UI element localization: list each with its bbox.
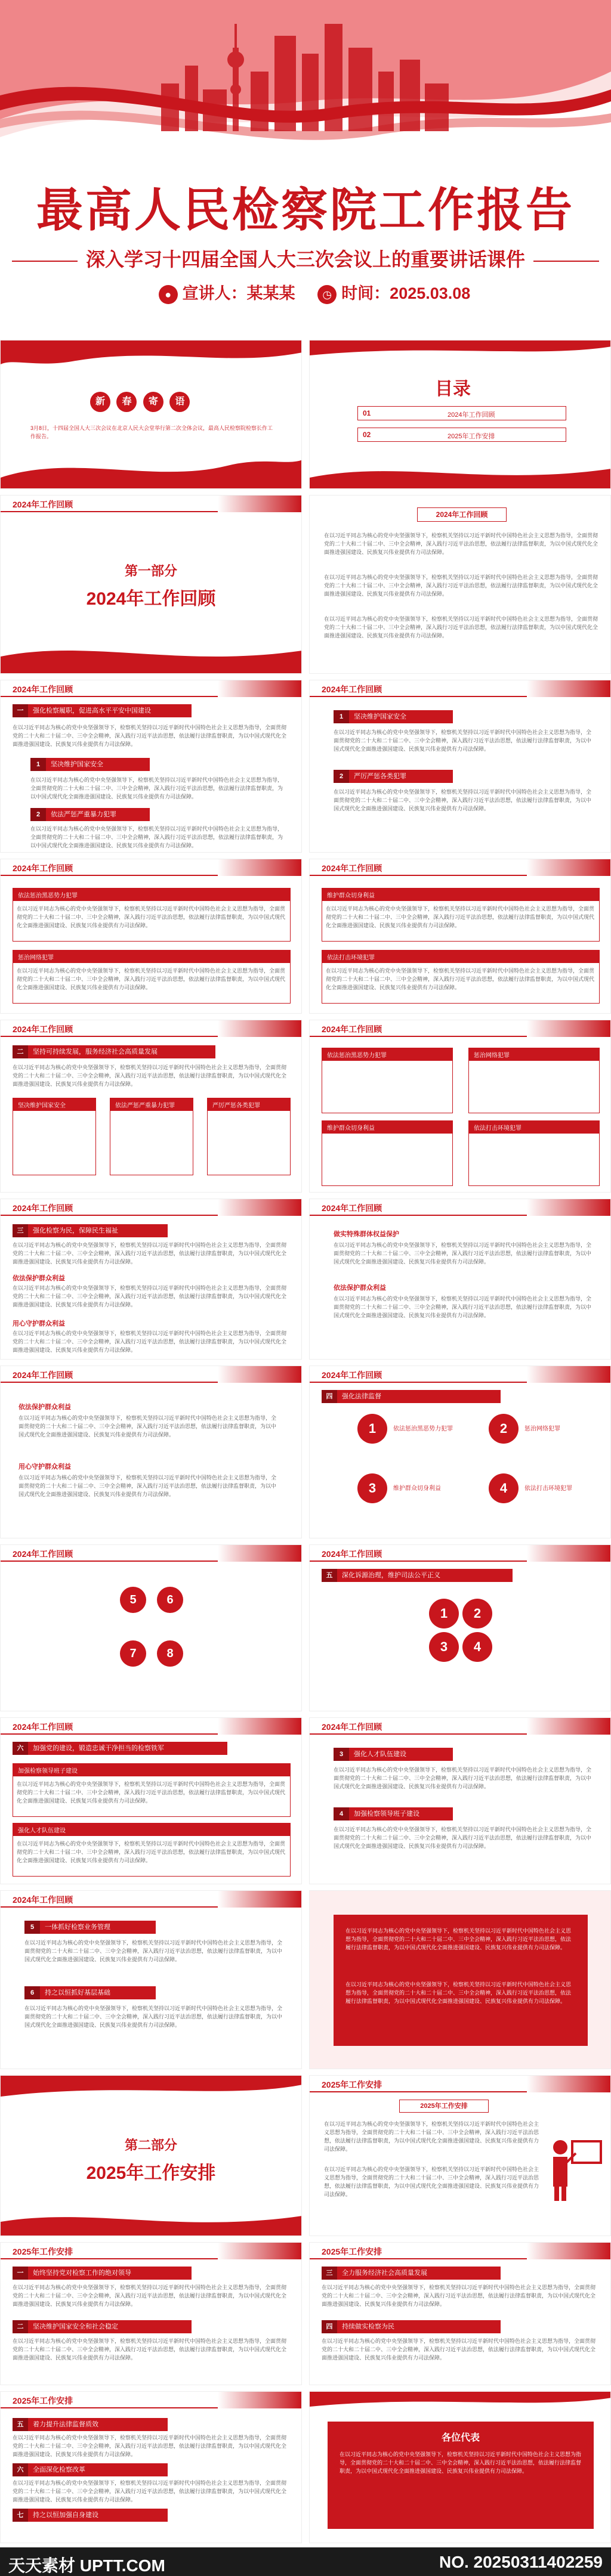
slide-wave-decoration: [1, 2207, 302, 2236]
slide-tag: 2024年工作回顾: [322, 1549, 382, 1559]
part2-divider-slide: [0, 2075, 302, 2236]
s8-slide: [0, 1890, 302, 2069]
step-circle: 4: [462, 1632, 492, 1662]
box-text: 在以习近平同志为核心的党中央坚强领导下，检察机关坚持以习近平新时代中国特色社会主义思想为指导，全面贯彻党的二十大和二十届二中、三中全会精神，深入践行习近平法治思想，依法履行法律监督职责，为以中国式现代化全面推进强国建设、民族复兴伟业提供有力司法保障。: [17, 968, 286, 990]
quote-text-2: 在以习近平同志为核心的党中央坚强领导下，检察机关坚持以习近平新时代中国特色社会主义思想为指导，全面贯彻党的二十大和二十届二中、三中全会精神，深入践行习近平法治思想，依法履行法律监督职责，为以中国式现代化全面推进强国建设、民族复兴伟业提供有力司法保障。: [345, 1981, 572, 2004]
slide-header: [310, 2076, 610, 2092]
slide-tag: 2025年工作安排: [13, 2247, 73, 2256]
section-bar: 四 强化法律监督: [322, 1390, 501, 1403]
presenter-icon: [548, 2135, 602, 2201]
slide-header: [1, 1366, 301, 1383]
section-title: 强化法律监督: [342, 1393, 381, 1400]
card: [468, 1048, 600, 1113]
box-title: 惩治网络犯罪: [13, 950, 290, 963]
header-ribbon: [218, 1020, 301, 1037]
content-box: [13, 1823, 291, 1877]
box-text: 在以习近平同志为核心的党中央坚强领导下，检察机关坚持以习近平新时代中国特色社会主义思想为指导，全面贯彻党的二十大和二十届二中、三中全会精神，深入践行习近平法治思想，依法履行法律监督职责，为以中国式现代化全面推进强国建设、民族复兴伟业提供有力司法保障。: [326, 906, 595, 928]
slide-tag: 2024年工作回顾: [13, 1722, 73, 1732]
slide-tag: 2025年工作安排: [13, 2396, 73, 2405]
section-text: 在以习近平同志为核心的党中央坚强领导下，检察机关坚持以习近平新时代中国特色社会主义思想为指导，全面贯彻党的二十大和二十届二中、三中全会精神，深入践行习近平法治思想，依法履行法律监督职责，为以中国式现代化全面推进强国建设、民族复兴伟业提供有力司法保障。: [13, 1330, 287, 1353]
section-bar: 1 坚决维护国家安全: [334, 710, 453, 723]
slide-header: [1, 2392, 301, 2408]
header-ribbon: [218, 859, 301, 876]
slide-tag: 2024年工作回顾: [13, 1203, 73, 1213]
header-ribbon: [218, 1891, 301, 1908]
slide-wave-decoration: [310, 2392, 611, 2416]
section-title: 依法严惩严重暴力犯罪: [51, 811, 116, 818]
badge-char: 寄: [143, 392, 163, 412]
step-circle: 2: [489, 1414, 519, 1444]
sub-heading: 依法保护群众利益: [13, 1275, 65, 1282]
section-text: 在以习近平同志为核心的党中央坚强领导下，检察机关坚持以习近平新时代中国特色社会主义思想为指导，全面贯彻党的二十大和二十届二中、三中全会精神，深入践行习近平法治思想，依法履行法律监督职责，为以中国式现代化全面推进强国建设、民族复兴伟业提供有力司法保障。: [13, 2480, 287, 2503]
toc-slide: [309, 340, 611, 489]
sub-heading: 用心守护群众利益: [13, 1320, 65, 1327]
badge-row: [90, 392, 190, 412]
header-ribbon: [218, 2243, 301, 2259]
summary-title: 2025年工作安排: [399, 2100, 489, 2113]
sub-heading: 依法保护群众利益: [18, 1404, 71, 1411]
intro-slide: [0, 340, 302, 489]
section-title: 加强检察领导班子建设: [354, 1810, 419, 1818]
step-circle: 7: [120, 1640, 146, 1667]
s1-slide: [0, 680, 302, 853]
slide-header: [310, 680, 610, 697]
sub-heading: 做实特殊群体权益保护: [334, 1231, 399, 1238]
section-bar: 6 持之以恒抓好基层基础: [24, 1986, 156, 1999]
header-ribbon: [527, 1199, 610, 1216]
slide-header: [1, 1718, 301, 1735]
card-title: 严厉严惩各类犯罪: [208, 1098, 290, 1111]
section-bar: 三 强化检察为民，保障民生福祉: [13, 1224, 168, 1237]
header-ribbon: [527, 1718, 610, 1735]
section-title: 严厉严惩各类犯罪: [354, 773, 406, 780]
cover-slide: [0, 0, 611, 334]
box-text: 在以习近平同志为核心的党中央坚强领导下，检察机关坚持以习近平新时代中国特色社会主义思想为指导，全面贯彻党的二十大和二十届二中、三中全会精神，深入践行习近平法治思想，依法履行法律监督职责，为以中国式现代化全面推进强国建设、民族复兴伟业提供有力司法保障。: [17, 1781, 286, 1804]
section-title: 强化检察履职，促进高水平平安中国建设: [33, 707, 151, 714]
summary-title: 2024年工作回顾: [417, 507, 507, 522]
slide-header: [1, 859, 301, 876]
cover-meta: [0, 280, 611, 304]
s4-slide: [0, 1199, 302, 1360]
step-circle: 4: [489, 1473, 519, 1503]
s2-slide: [0, 859, 302, 1014]
card: [322, 1048, 453, 1113]
slide-wave-decoration: [1, 454, 302, 489]
closing-slide: [309, 2391, 611, 2543]
summary-text-2: 在以习近平同志为核心的党中央坚强领导下，检察机关坚持以习近平新时代中国特色社会主义思想为指导，全面贯彻党的二十大和二十届二中、三中全会精神，深入践行习近平法治思想，依法履行法律监督职责，为以中国式现代化全面推进强国建设、民族复兴伟业提供有力司法保障。: [324, 574, 598, 597]
sub-heading: 用心守护群众利益: [18, 1463, 71, 1470]
section-text: 在以习近平同志为核心的党中央坚强领导下，检察机关坚持以习近平新时代中国特色社会主义思想为指导，全面贯彻党的二十大和二十届二中、三中全会精神，深入践行习近平法治思想，依法履行法律监督职责，为以中国式现代化全面推进强国建设、民族复兴伟业提供有力司法保障。: [13, 2338, 287, 2361]
row-s3: [0, 1020, 611, 1193]
slide-header: [310, 1545, 610, 1562]
date-label: 时间：2025.03.08: [341, 284, 471, 302]
header-ribbon: [218, 1718, 301, 1735]
section-title: 始终坚持党对检察工作的绝对领导: [33, 2270, 131, 2277]
quote-text: 在以习近平同志为核心的党中央坚强领导下，检察机关坚持以习近平新时代中国特色社会主义思想为指导，全面贯彻党的二十大和二十届二中、三中全会精神，深入践行习近平法治思想，依法履行法律监督职责，为以中国式现代化全面推进强国建设、民族复兴伟业提供有力司法保障。: [345, 1928, 572, 1950]
s3-grid-slide: [309, 1020, 611, 1193]
step-circle: 2: [462, 1599, 492, 1628]
section-bar: 一 始终坚持党对检察工作的绝对领导: [13, 2267, 192, 2280]
section-title: 一体抓好检察业务管理: [45, 1924, 110, 1931]
box-text: 在以习近平同志为核心的党中央坚强领导下，检察机关坚持以习近平新时代中国特色社会主义思想为指导，全面贯彻党的二十大和二十届二中、三中全会精神，深入践行习近平法治思想，依法履行法律监督职责，为以中国式现代化全面推进强国建设、民族复兴伟业提供有力司法保障。: [17, 1841, 286, 1863]
clock-icon: ◷: [317, 285, 337, 304]
s2-slide-right: [309, 859, 611, 1014]
box-title: 依法惩治黑恶势力犯罪: [13, 888, 290, 901]
section-text: 在以习近平同志为核心的党中央坚强领导下，检察机关坚持以习近平新时代中国特色社会主义思想为指导，全面贯彻党的二十大和二十届二中、三中全会精神，深入践行习近平法治思想，依法履行法律监督职责，为以中国式现代化全面推进强国建设、民族复兴伟业提供有力司法保障。: [322, 2284, 596, 2307]
box-title: 加强检察领导班子建设: [13, 1764, 290, 1776]
card-title: 依法打击环境犯罪: [469, 1121, 599, 1134]
s8-quote-slide: [309, 1890, 611, 2069]
slide-tag: 2024年工作回顾: [322, 1024, 382, 1034]
card-title: 维护群众切身利益: [322, 1121, 452, 1134]
s7-slide: [0, 1717, 302, 1884]
section-text: 在以习近平同志为核心的党中央坚强领导下，检察机关坚持以习近平新时代中国特色社会主义思想为指导，全面贯彻党的二十大和二十届二中、三中全会精神，深入践行习近平法治思想，依法履行法律监督职责，为以中国式现代化全面推进强国建设、民族复兴伟业提供有力司法保障。: [30, 826, 283, 849]
content-box: [13, 950, 291, 1004]
slide-tag: 2024年工作回顾: [322, 1722, 382, 1732]
row-s2: [0, 859, 611, 1014]
section-text: 在以习近平同志为核心的党中央坚强领导下，检察机关坚持以习近平新时代中国特色社会主义思想为指导，全面贯彻党的二十大和二十届二中、三中全会精神，深入践行习近平法治思想，依法履行法律监督职责，为以中国式现代化全面推进强国建设、民族复兴伟业提供有力司法保障。: [334, 1767, 592, 1789]
row-intro: [0, 340, 611, 489]
speaker-label: 宣讲人：某某某: [182, 284, 295, 302]
row-s1: [0, 680, 611, 853]
section-title: 着力提升法律监督质效: [33, 2421, 98, 2428]
section-text: 在以习近平同志为核心的党中央坚强领导下，检察机关坚持以习近平新时代中国特色社会主义思想为指导，全面贯彻党的二十大和二十届二中、三中全会精神，深入践行习近平法治思想，依法履行法律监督职责，为以中国式现代化全面推进强国建设、民族复兴伟业提供有力司法保障。: [13, 724, 287, 747]
section-bar: 四 持续做实检察为民: [322, 2320, 501, 2333]
watermark-left: 天天素材 UPTT.COM: [8, 2556, 165, 2575]
intro-text: 3月8日，十四届全国人大三次会议在北京人民大会堂举行第二次全体会议，最高人民检察院检察长作工作报告。: [30, 425, 273, 439]
plan-slide-2: [309, 2242, 611, 2385]
section-text: 在以习近平同志为核心的党中央坚强领导下，检察机关坚持以习近平新时代中国特色社会主义思想为指导，全面贯彻党的二十大和二十届二中、三中全会精神，深入践行习近平法治思想，依法履行法律监督职责，为以中国式现代化全面推进强国建设、民族复兴伟业提供有力司法保障。: [13, 1285, 287, 1308]
header-ribbon: [218, 1199, 301, 1216]
slide-wave-decoration: [1, 340, 302, 376]
step-circle: 5: [120, 1587, 146, 1613]
section-bar: 3 强化人才队伍建设: [334, 1748, 453, 1761]
card: [110, 1098, 193, 1175]
closing-panel: [328, 2422, 594, 2529]
row-s4: [0, 1199, 611, 1360]
slide-tag: 2024年工作回顾: [322, 685, 382, 694]
slide-header: [1, 2243, 301, 2259]
section-title: 强化检察为民，保障民生福祉: [33, 1227, 118, 1234]
part1-label: 第一部分: [124, 564, 177, 578]
section-title: 全力服务经济社会高质量发展: [342, 2270, 427, 2277]
slide-tag: 2024年工作回顾: [13, 1549, 73, 1559]
section-title: 全面深化检察改革: [33, 2466, 85, 2473]
header-ribbon: [527, 1545, 610, 1562]
section-text: 在以习近平同志为核心的党中央坚强领导下，检察机关坚持以习近平新时代中国特色社会主义思想为指导，全面贯彻党的二十大和二十届二中、三中全会精神，深入践行习近平法治思想，依法履行法律监督职责，为以中国式现代化全面推进强国建设、民族复兴伟业提供有力司法保障。: [13, 1242, 287, 1265]
card-title: 坚决维护国家安全: [13, 1098, 95, 1111]
row-s6: [0, 1544, 611, 1711]
step-circle: 3: [429, 1632, 459, 1662]
card-title: 依法严惩严重暴力犯罪: [110, 1098, 193, 1111]
card: [322, 1120, 453, 1186]
header-ribbon: [527, 680, 610, 697]
slide-tag: 2025年工作安排: [322, 2247, 382, 2256]
header-ribbon: [218, 1545, 301, 1562]
slide-header: [310, 1199, 610, 1216]
slide-header: [1, 1891, 301, 1908]
section-text: 在以习近平同志为核心的党中央坚强领导下，检察机关坚持以习近平新时代中国特色社会主义思想为指导，全面贯彻党的二十大和二十届二中、三中全会精神，深入践行习近平法治思想，依法履行法律监督职责，为以中国式现代化全面推进强国建设、民族复兴伟业提供有力司法保障。: [18, 1415, 277, 1438]
section-text: 在以习近平同志为核心的党中央坚强领导下，检察机关坚持以习近平新时代中国特色社会主义思想为指导，全面贯彻党的二十大和二十届二中、三中全会精神，深入践行习近平法治思想，依法履行法律监督职责，为以中国式现代化全面推进强国建设、民族复兴伟业提供有力司法保障。: [334, 1826, 592, 1849]
slide-tag: 2025年工作安排: [322, 2080, 382, 2089]
section-text: 在以习近平同志为核心的党中央坚强领导下，检察机关坚持以习近平新时代中国特色社会主义思想为指导，全面贯彻党的二十大和二十届二中、三中全会精神，深入践行习近平法治思想，依法履行法律监督职责，为以中国式现代化全面推进强国建设、民族复兴伟业提供有力司法保障。: [18, 1475, 277, 1497]
header-ribbon: [218, 1366, 301, 1383]
box-text: 在以习近平同志为核心的党中央坚强领导下，检察机关坚持以习近平新时代中国特色社会主义思想为指导，全面贯彻党的二十大和二十届二中、三中全会精神，深入践行习近平法治思想，依法履行法律监督职责，为以中国式现代化全面推进强国建设、民族复兴伟业提供有力司法保障。: [326, 968, 595, 990]
quote-panel: [334, 1915, 588, 2046]
summary-text-2: 在以习近平同志为核心的党中央坚强领导下，检察机关坚持以习近平新时代中国特色社会主义思想为指导，全面贯彻党的二十大和二十届二中、三中全会精神，深入践行习近平法治思想，依法履行法律监督职责，为以中国式现代化全面推进强国建设、民族复兴伟业提供有力司法保障。: [324, 2166, 539, 2197]
section-text: 在以习近平同志为核心的党中央坚强领导下，检察机关坚持以习近平新时代中国特色社会主义思想为指导，全面贯彻党的二十大和二十届二中、三中全会精神，深入践行习近平法治思想，依法履行法律监督职责，为以中国式现代化全面推进强国建设、民族复兴伟业提供有力司法保障。: [13, 2435, 287, 2457]
row-s7: [0, 1717, 611, 1884]
section-text: 在以习近平同志为核心的党中央坚强领导下，检察机关坚持以习近平新时代中国特色社会主义思想为指导，全面贯彻党的二十大和二十届二中、三中全会精神，深入践行习近平法治思想，依法履行法律监督职责，为以中国式现代化全面推进强国建设、民族复兴伟业提供有力司法保障。: [334, 789, 592, 812]
step-circle: 1: [357, 1414, 387, 1444]
section-bar: 七 持之以恒加强自身建设: [13, 2509, 168, 2522]
s7-slide-right: [309, 1717, 611, 1884]
step-label: 惩治网络犯罪: [524, 1426, 560, 1432]
part1-title: 2024年工作回顾: [86, 589, 216, 609]
section-title: 强化人才队伍建设: [354, 1751, 406, 1758]
toc-num: 01: [363, 409, 371, 417]
toc-label: 2025年工作安排: [448, 433, 495, 440]
plan-slide-1: [0, 2242, 302, 2385]
section-title: 坚决维护国家安全和社会稳定: [33, 2323, 118, 2330]
section-title: 坚决维护国家安全: [354, 713, 406, 720]
row-part2: [0, 2075, 611, 2236]
section-text: 在以习近平同志为核心的党中央坚强领导下，检察机关坚持以习近平新时代中国特色社会主义思想为指导，全面贯彻党的二十大和二十届二中、三中全会精神，深入践行习近平法治思想，依法履行法律监督职责，为以中国式现代化全面推进强国建设、民族复兴伟业提供有力司法保障。: [334, 729, 592, 752]
step-label: 依法打击环境犯罪: [524, 1485, 572, 1492]
s5-slide: [0, 1366, 302, 1538]
s5-circles-slide: [309, 1366, 611, 1538]
section-text: 在以习近平同志为核心的党中央坚强领导下，检察机关坚持以习近平新时代中国特色社会主义思想为指导，全面贯彻党的二十大和二十届二中、三中全会精神，深入践行习近平法治思想，依法履行法律监督职责，为以中国式现代化全面推进强国建设、民族复兴伟业提供有力司法保障。: [24, 1940, 283, 1962]
section-text: 在以习近平同志为核心的党中央坚强领导下，检察机关坚持以习近平新时代中国特色社会主义思想为指导，全面贯彻党的二十大和二十届二中、三中全会精神，深入践行习近平法治思想，依法履行法律监督职责，为以中国式现代化全面推进强国建设、民族复兴伟业提供有力司法保障。: [334, 1296, 592, 1318]
s1-slide-right: [309, 680, 611, 853]
content-box: [13, 1763, 291, 1817]
slide-header: [1, 1545, 301, 1562]
slide-header: [1, 1199, 301, 1216]
slide-header: [1, 680, 301, 697]
box-title: 维护群众切身利益: [322, 888, 599, 901]
section-text: 在以习近平同志为核心的党中央坚强领导下，检察机关坚持以习近平新时代中国特色社会主义思想为指导，全面贯彻党的二十大和二十届二中、三中全会精神，深入践行习近平法治思想，依法履行法律监督职责，为以中国式现代化全面推进强国建设、民族复兴伟业提供有力司法保障。: [13, 2284, 287, 2307]
content-box: [322, 950, 600, 1004]
cover-title: 最高人民检察院工作报告: [36, 184, 575, 236]
header-ribbon: [218, 2392, 301, 2408]
toc-item-2[interactable]: [357, 428, 566, 442]
slide-tag: 2024年工作回顾: [13, 685, 73, 694]
row-part1: [0, 495, 611, 674]
card-title: 依法惩治黑恶势力犯罪: [322, 1048, 452, 1061]
step-circle: 6: [157, 1587, 183, 1613]
section-text: 在以习近平同志为核心的党中央坚强领导下，检察机关坚持以习近平新时代中国特色社会主义思想为指导，全面贯彻党的二十大和二十届二中、三中全会精神，深入践行习近平法治思想，依法履行法律监督职责，为以中国式现代化全面推进强国建设、民族复兴伟业提供有力司法保障。: [322, 2338, 596, 2361]
watermark-footer: [0, 2547, 611, 2576]
section-title: 持之以恒抓好基层基础: [45, 1989, 110, 1996]
section-bar: 4 加强检察领导班子建设: [334, 1807, 453, 1820]
s3-slide: [0, 1020, 302, 1193]
section-title: 坚持可持续发展，服务经济社会高质量发展: [33, 1048, 158, 1055]
part1-summary-slide: [309, 495, 611, 674]
section-bar: 六 全面深化检察改革: [13, 2463, 168, 2476]
part2-summary-slide: [309, 2075, 611, 2236]
section-text: 在以习近平同志为核心的党中央坚强领导下，检察机关坚持以习近平新时代中国特色社会主义思想为指导，全面贯彻党的二十大和二十届二中、三中全会精神，深入践行习近平法治思想，依法履行法律监督职责，为以中国式现代化全面推进强国建设、民族复兴伟业提供有力司法保障。: [24, 2005, 283, 2028]
header-ribbon: [218, 496, 301, 512]
toc-item-1[interactable]: [357, 406, 566, 420]
card: [13, 1098, 96, 1175]
summary-text: 在以习近平同志为核心的党中央坚强领导下，检察机关坚持以习近平新时代中国特色社会主义思想为指导，全面贯彻党的二十大和二十届二中、三中全会精神，深入践行习近平法治思想，依法履行法律监督职责，为以中国式现代化全面推进强国建设、民族复兴伟业提供有力司法保障。: [324, 2121, 539, 2152]
header-ribbon: [527, 1366, 610, 1383]
slide-header: [310, 859, 610, 876]
step-label: 依法惩治黑恶势力犯罪: [393, 1426, 453, 1432]
slide-tag: 2024年工作回顾: [13, 500, 73, 509]
slide-tag: 2024年工作回顾: [322, 1370, 382, 1380]
header-ribbon: [527, 1020, 610, 1037]
part2-title: 2025年工作安排: [86, 2163, 216, 2183]
city-skyline-icon: [149, 12, 459, 131]
section-title: 坚决维护国家安全: [51, 761, 103, 768]
slide-tag: 2024年工作回顾: [13, 1895, 73, 1905]
slide-tag: 2024年工作回顾: [13, 1370, 73, 1380]
row-plan2: [0, 2391, 611, 2543]
row-s5: [0, 1366, 611, 1538]
section-text: 在以习近平同志为核心的党中央坚强领导下，检察机关坚持以习近平新时代中国特色社会主义思想为指导，全面贯彻党的二十大和二十届二中、三中全会精神，深入践行习近平法治思想，依法履行法律监督职责，为以中国式现代化全面推进强国建设、民族复兴伟业提供有力司法保障。: [13, 1064, 287, 1087]
row-plan1: [0, 2242, 611, 2385]
step-circle: 3: [357, 1473, 387, 1503]
card-title: 惩治网络犯罪: [469, 1048, 599, 1061]
cover-subtitle: 深入学习十四届全国人大三次会议上的重要讲话课件: [0, 244, 611, 272]
slide-header: [310, 1020, 610, 1037]
slide-header: [310, 1366, 610, 1383]
section-bar: 五 深化诉源治理，维护司法公平正义: [322, 1569, 513, 1582]
section-bar: 一 强化检察履职，促进高水平平安中国建设: [13, 704, 192, 717]
section-bar: 5 一体抓好检察业务管理: [24, 1921, 156, 1934]
sub-heading: 依法保护群众利益: [334, 1284, 386, 1292]
s4-slide-right: [309, 1199, 611, 1360]
closing-text: 在以习近平同志为核心的党中央坚强领导下，检察机关坚持以习近平新时代中国特色社会主义思想为指导，全面贯彻党的二十大和二十届二中、三中全会精神，深入践行习近平法治思想，依法履行法律监督职责，为以中国式现代化全面推进强国建设、民族复兴伟业提供有力司法保障。: [340, 2451, 582, 2474]
part2-label: 第二部分: [124, 2138, 177, 2153]
section-bar: 三 全力服务经济社会高质量发展: [322, 2267, 501, 2280]
slide-header: [310, 1718, 610, 1735]
slide-tag: 2024年工作回顾: [322, 863, 382, 873]
section-bar: 1 坚决维护国家安全: [30, 758, 150, 771]
summary-text: 在以习近平同志为核心的党中央坚强领导下，检察机关坚持以习近平新时代中国特色社会主义思想为指导，全面贯彻党的二十大和二十届二中、三中全会精神，深入践行习近平法治思想，依法履行法律监督职责，为以中国式现代化全面推进强国建设、民族复兴伟业提供有力司法保障。: [324, 532, 598, 555]
slide-header: [310, 2243, 610, 2259]
box-title: 依法打击环境犯罪: [322, 950, 599, 963]
content-box: [322, 888, 600, 942]
slide-wave-decoration: [310, 340, 611, 364]
slide-header: [1, 1020, 301, 1037]
header-ribbon: [527, 2076, 610, 2092]
s6-slide: [0, 1544, 302, 1711]
section-title: 深化诉源治理，维护司法公平正义: [342, 1572, 440, 1579]
row-s8: [0, 1890, 611, 2069]
badge-char: 新: [90, 392, 110, 412]
section-text: 在以习近平同志为核心的党中央坚强领导下，检察机关坚持以习近平新时代中国特色社会主义思想为指导，全面贯彻党的二十大和二十届二中、三中全会精神，深入践行习近平法治思想，依法履行法律监督职责，为以中国式现代化全面推进强国建设、民族复兴伟业提供有力司法保障。: [30, 777, 283, 800]
badge-char: 春: [116, 392, 137, 412]
section-title: 加强党的建设，锻造忠诚干净担当的检察铁军: [33, 1745, 164, 1752]
s6-slide-right: [309, 1544, 611, 1711]
closing-title: 各位代表: [441, 2433, 480, 2443]
header-ribbon: [218, 680, 301, 697]
badge-char: 语: [169, 392, 190, 412]
content-box: [13, 888, 291, 942]
toc-title: 目录: [435, 379, 471, 399]
section-text: 在以习近平同志为核心的党中央坚强领导下，检察机关坚持以习近平新时代中国特色社会主义思想为指导，全面贯彻党的二十大和二十届二中、三中全会精神，深入践行习近平法治思想，依法履行法律监督职责，为以中国式现代化全面推进强国建设、民族复兴伟业提供有力司法保障。: [334, 1242, 592, 1265]
section-bar: 六 加强党的建设，锻造忠诚干净担当的检察铁军: [13, 1742, 227, 1755]
header-ribbon: [527, 859, 610, 876]
section-title: 持续做实检察为民: [342, 2323, 394, 2330]
slide-tag: 2024年工作回顾: [322, 1203, 382, 1213]
section-bar: 二 坚持可持续发展，服务经济社会高质量发展: [13, 1045, 215, 1058]
toc-num: 02: [363, 431, 371, 439]
slide-wave-decoration: [1, 639, 302, 674]
step-label: 维护群众切身利益: [393, 1485, 441, 1492]
slide-wave-decoration: [310, 460, 611, 489]
header-ribbon: [527, 2243, 610, 2259]
slide-header: [1, 496, 301, 512]
box-title: 强化人才队伍建设: [13, 1823, 290, 1836]
section-bar: 2 严厉严惩各类犯罪: [334, 770, 453, 783]
section-bar: 五 着力提升法律监督质效: [13, 2418, 168, 2431]
section-bar: 2 依法严惩严重暴力犯罪: [30, 808, 150, 821]
slide-tag: 2024年工作回顾: [13, 1024, 73, 1034]
plan-slide-3: [0, 2391, 302, 2543]
slide-wave-decoration: [1, 2076, 302, 2106]
part1-divider-slide: [0, 495, 302, 674]
step-circle: 1: [429, 1599, 459, 1628]
step-circle: 8: [157, 1640, 183, 1667]
summary-text-3: 在以习近平同志为核心的党中央坚强领导下，检察机关坚持以习近平新时代中国特色社会主义思想为指导，全面贯彻党的二十大和二十届二中、三中全会精神，深入践行习近平法治思想，依法履行法律监督职责，为以中国式现代化全面推进强国建设、民族复兴伟业提供有力司法保障。: [324, 616, 598, 639]
watermark-right: NO. 20250311402259: [439, 2553, 603, 2571]
user-icon: ●: [159, 285, 178, 304]
slide-tag: 2024年工作回顾: [13, 863, 73, 873]
card: [468, 1120, 600, 1186]
card: [207, 1098, 291, 1175]
toc-label: 2024年工作回顾: [448, 411, 495, 419]
box-text: 在以习近平同志为核心的党中央坚强领导下，检察机关坚持以习近平新时代中国特色社会主义思想为指导，全面贯彻党的二十大和二十届二中、三中全会精神，深入践行习近平法治思想，依法履行法律监督职责，为以中国式现代化全面推进强国建设、民族复兴伟业提供有力司法保障。: [17, 906, 286, 928]
section-title: 持之以恒加强自身建设: [33, 2512, 98, 2519]
section-bar: 二 坚决维护国家安全和社会稳定: [13, 2320, 192, 2333]
